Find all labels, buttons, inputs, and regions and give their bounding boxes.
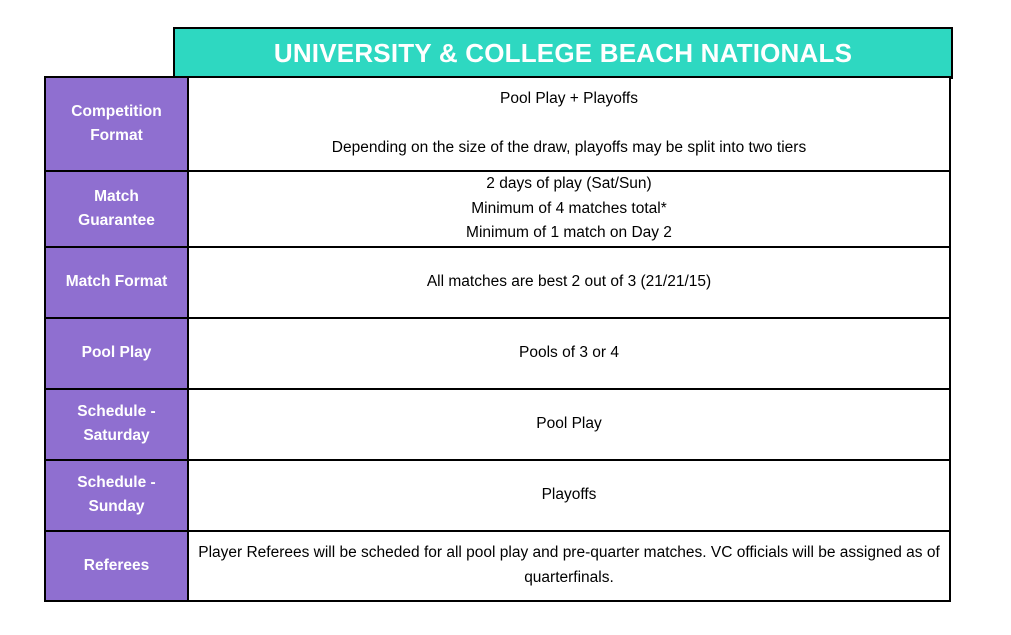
value-line: Minimum of 1 match on Day 2 [466, 224, 672, 241]
row-label: Match Format [45, 247, 188, 318]
table-row-schedule-saturday [45, 389, 950, 460]
value-spacer [195, 112, 943, 137]
row-label: Pool Play [45, 318, 188, 389]
table-row-referees [45, 531, 950, 601]
value-line: Player Referees will be scheded for all pool play and pre-quarter matches. VC officials will be assigned as of [198, 544, 940, 561]
value-line: Minimum of 4 matches total* [471, 199, 667, 217]
value-line: Playoffs [541, 485, 597, 503]
value-line: quarterfinals. [524, 568, 614, 586]
row-label: Referees [45, 531, 188, 601]
value-line: Pool Play [536, 414, 602, 432]
value-line: All matches are best 2 out of 3 (21/21/15) [426, 272, 712, 290]
row-label: Competition Format [45, 77, 188, 171]
table-row-match-guarantee [45, 171, 950, 247]
table-row-competition-format [45, 77, 950, 171]
row-value [188, 531, 950, 601]
table-row-pool-play [45, 318, 950, 389]
info-table [44, 76, 951, 602]
row-label: Schedule - Sunday [45, 460, 188, 531]
page-title: UNIVERSITY & COLLEGE BEACH NATIONALS [173, 27, 953, 79]
row-value [188, 247, 950, 318]
table-row-schedule-sunday [45, 460, 950, 531]
table-row-match-format [45, 247, 950, 318]
row-label: Match Guarantee [45, 171, 188, 247]
row-value [188, 318, 950, 389]
row-value [188, 389, 950, 460]
row-value [188, 77, 950, 171]
value-line: Pool Play + Playoffs [499, 90, 638, 108]
value-line: Depending on the size of the draw, playoffs may be split into two tiers [331, 139, 807, 157]
row-label: Schedule - Saturday [45, 389, 188, 460]
value-line: 2 days of play (Sat/Sun) [486, 175, 652, 192]
value-line: Pools of 3 or 4 [519, 343, 619, 361]
row-value [188, 460, 950, 531]
row-value [188, 171, 950, 247]
